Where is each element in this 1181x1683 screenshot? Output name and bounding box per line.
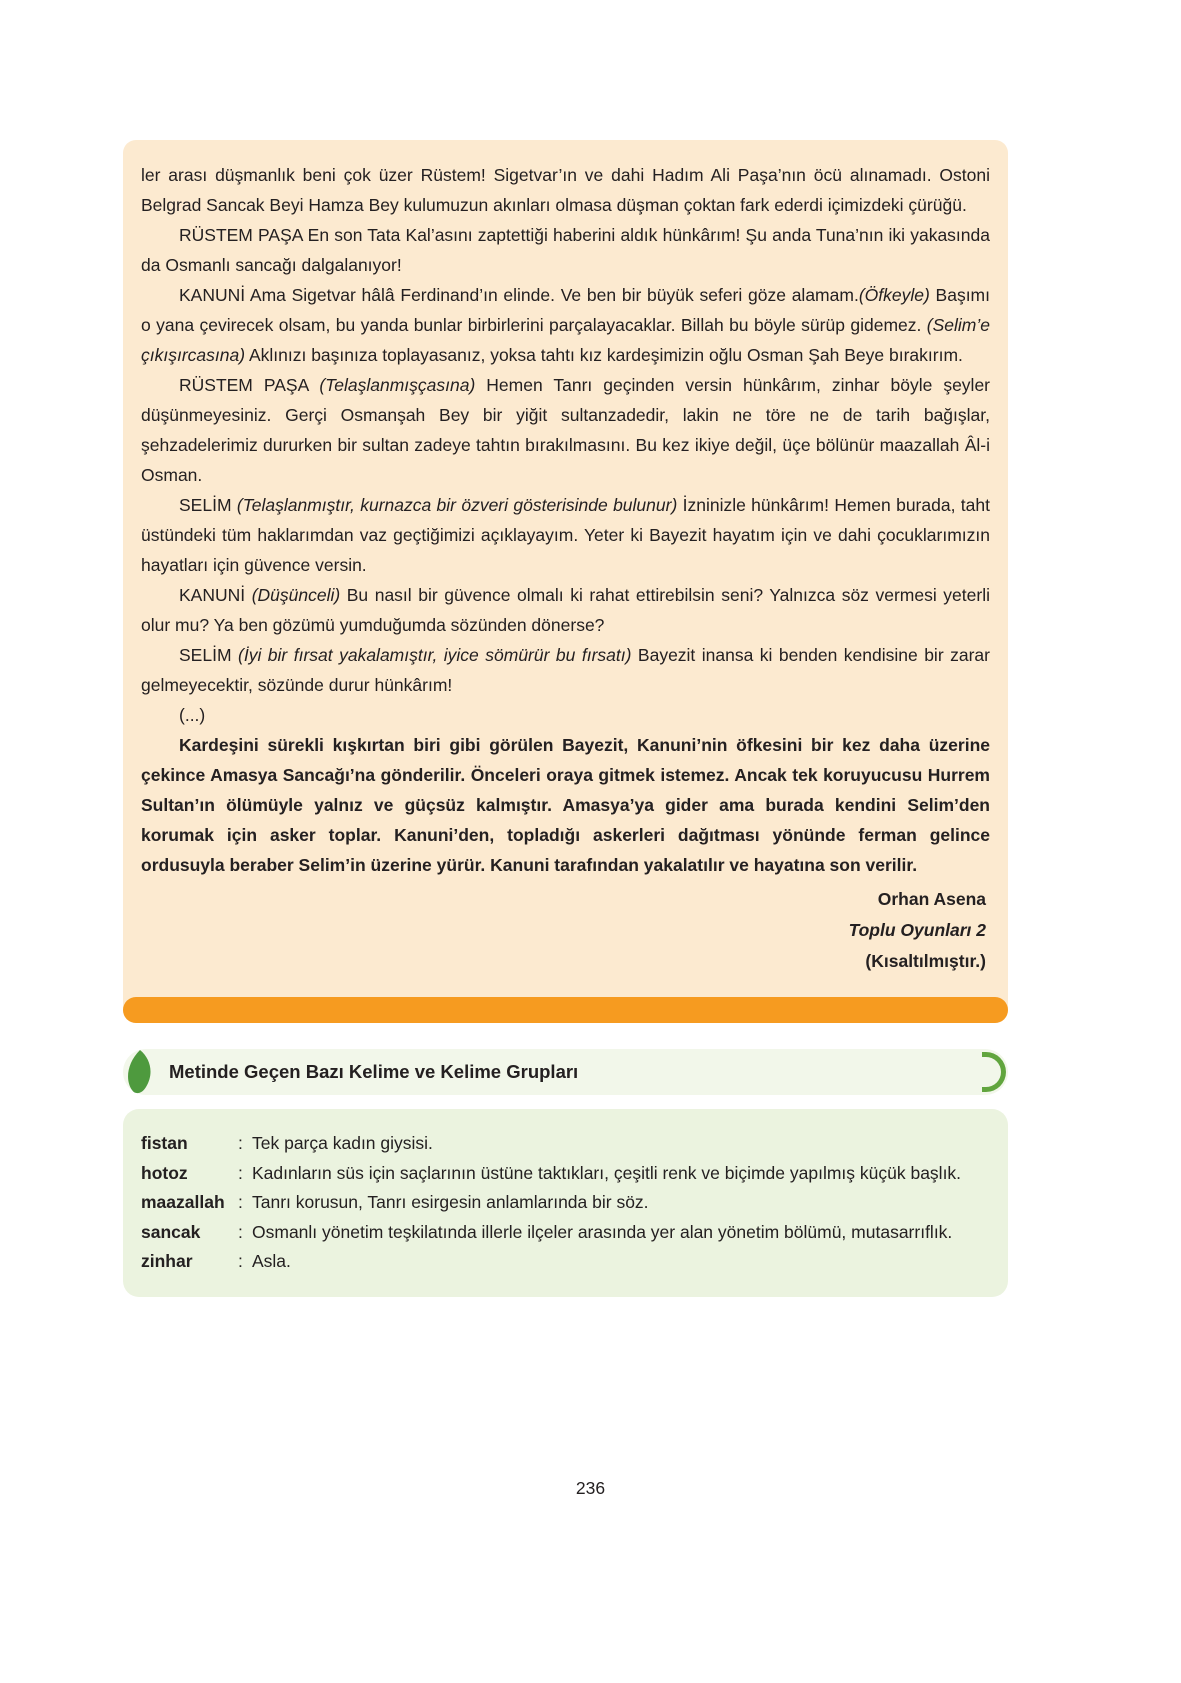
glossary-term: sancak (141, 1221, 201, 1242)
text-segment: RÜSTEM PAŞA En son Tata Kal’asını zaptettiği haberini aldık hünkârım! Şu anda Tuna’nın iki yakasında da Osmanlı sancağı dalgalanıyor! (141, 225, 990, 275)
glossary-term: fistan (141, 1133, 188, 1153)
glossary-term: maazallah (141, 1192, 225, 1212)
text-segment: RÜSTEM PAŞA (179, 375, 320, 395)
glossary-colon: : (238, 1133, 243, 1153)
glossary-term: zinhar (141, 1251, 193, 1271)
text-segment: ler arası düşmanlık beni çok üzer Rüstem! Sigetvar’ın ve dahi Hadım Ali Paşa’nın öcü alınamadı. Ostoni Belgrad Sancak Beyi Hamza Bey kulumuzun akınları olmasa düşman çoktan fark ederdi içimizdeki çürüğü. (141, 165, 990, 215)
glossary-definition: Asla. (252, 1251, 291, 1271)
play-paragraph (141, 220, 990, 280)
page-number: 236 (575, 1478, 606, 1498)
play-paragraph (141, 370, 990, 490)
text-segment: KANUNİ (179, 585, 252, 605)
panel-accent-bar (123, 997, 1008, 1023)
text-segment: (...) (179, 705, 206, 725)
text-segment: Kardeşini sürekli kışkırtan biri gibi görülen Bayezit, Kanuni’nin öfkesini bir kez daha üzerine çekince Amasya Sancağı’na gönderilir. Önceleri oraya gitmek istemez. Ancak tek koruyucusu Hurrem Sultan’ın ölümüyle yalnız ve güçsüz kalmıştır. Amasya’ya gider ama burada kendini Selim’den korumak için asker toplar. Kanuni’den, topladığı askerleri dağıtması yönünde ferman gelince ordusuyla beraber Selim’in üzerine yürür. Kanuni tarafından yakalatılır ve hayatına son verilir. (141, 735, 990, 875)
text-segment: (Öfkeyle) (858, 285, 930, 305)
play-paragraph (141, 640, 990, 700)
text-segment: İzninizle hünkârım! Hemen burada, taht üstündeki tüm haklarımdan vaz geçtiğimizi açıklayayım. Yeter ki Bayezit hayatım için ve dahi çocuklarımızın hayatları için güvence versin. (141, 495, 990, 575)
text-segment: Başımı o yana çevirecek olsam, bu yanda bunlar birbirlerini parçalayacaklar. Billah bu böyle sürüp gidemez. (141, 285, 990, 335)
text-segment: Bayezit inansa ki benden kendisine bir zarar gelmeyecektir, sözünde durur hünkârım! (141, 645, 990, 695)
attribution-line (141, 884, 986, 915)
glossary-entry (141, 1247, 988, 1277)
glossary-section-header (123, 1049, 1008, 1095)
glossary-entries (141, 1129, 988, 1277)
text-segment: Orhan Asena (877, 889, 986, 909)
play-paragraph (141, 160, 990, 220)
text-segment: (Düşünceli) (251, 585, 341, 605)
play-paragraph (141, 730, 990, 880)
text-segment: (Telaşlanmıştır, kurnazca bir özveri gösterisinde bulunur) (236, 495, 678, 515)
text-segment: KANUNİ Ama Sigetvar hâlâ Ferdinand’ın elinde. Ve ben bir büyük seferi göze alamam. (179, 285, 859, 305)
glossary-definition: Tanrı korusun, Tanrı esirgesin anlamlarında bir söz. (252, 1192, 649, 1212)
text-segment: (Kısaltılmıştır.) (865, 951, 986, 971)
text-segment: Hemen Tanrı geçinden versin hünkârım, zinhar böyle şeyler düşünmeyesiniz. Gerçi Osmanşah Bey bir yiğit sultanzadedir, lakin ne töre ne de tarih bağışlar, şehzadelerimiz dururken bir sultan zadeye tahtın bırakılmasını. Bu kez ikiye değil, üçe bölünür maazallah Âl-i Osman. (141, 375, 990, 485)
text-segment: (Selim’e çıkışırcasına) (141, 315, 990, 365)
text-segment: Toplu Oyunları 2 (848, 920, 986, 940)
text-segment: SELİM (179, 495, 237, 515)
play-paragraph (141, 580, 990, 640)
page-content (123, 140, 1008, 1297)
glossary-entry (141, 1159, 988, 1189)
glossary-colon: : (238, 1251, 243, 1271)
glossary-colon: : (238, 1192, 243, 1212)
play-paragraph (141, 490, 990, 580)
glossary-panel (123, 1109, 1008, 1297)
text-segment: Bu nasıl bir güvence olmalı ki rahat ettirebilsin seni? Yalnızca söz vermesi yeterli olur mu? Ya ben gözümü yumduğumda sözünden dönerse? (141, 585, 990, 635)
glossary-header-title: Metinde Geçen Bazı Kelime ve Kelime Grupları (169, 1061, 579, 1082)
glossary-definition: Kadınların süs için saçlarının üstüne taktıkları, çeşitli renk ve biçimde yapılmış küçük başlık. (252, 1162, 962, 1183)
play-paragraph (141, 700, 990, 730)
attribution-line (141, 915, 986, 946)
text-segment: Aklınızı başınıza toplayasanız, yoksa tahtı kız kardeşimizin oğlu Osman Şah Beye bırakırım. (245, 345, 963, 365)
leaf-icon (123, 1049, 157, 1095)
play-paragraph (141, 280, 990, 370)
play-paragraphs (141, 160, 990, 880)
bracket-arc-icon (982, 1052, 1006, 1092)
text-segment: SELİM (179, 645, 238, 665)
attribution (141, 884, 990, 977)
glossary-entry (141, 1218, 988, 1248)
text-segment: (İyi bir fırsat yakalamıştır, iyice sömürür bu fırsatı) (238, 645, 632, 665)
glossary-colon: : (238, 1221, 243, 1242)
glossary-colon: : (238, 1162, 243, 1183)
play-excerpt-panel (123, 140, 1008, 1023)
text-segment: (Telaşlanmışçasına) (319, 375, 476, 395)
glossary-definition: Tek parça kadın giysisi. (252, 1133, 433, 1153)
glossary-entry (141, 1129, 988, 1159)
glossary-entry (141, 1188, 988, 1218)
attribution-line (141, 946, 986, 977)
glossary-definition: Osmanlı yönetim teşkilatında illerle ilçeler arasında yer alan yönetim bölümü, mutasarrıflık. (252, 1221, 953, 1242)
glossary-term: hotoz (141, 1162, 188, 1183)
